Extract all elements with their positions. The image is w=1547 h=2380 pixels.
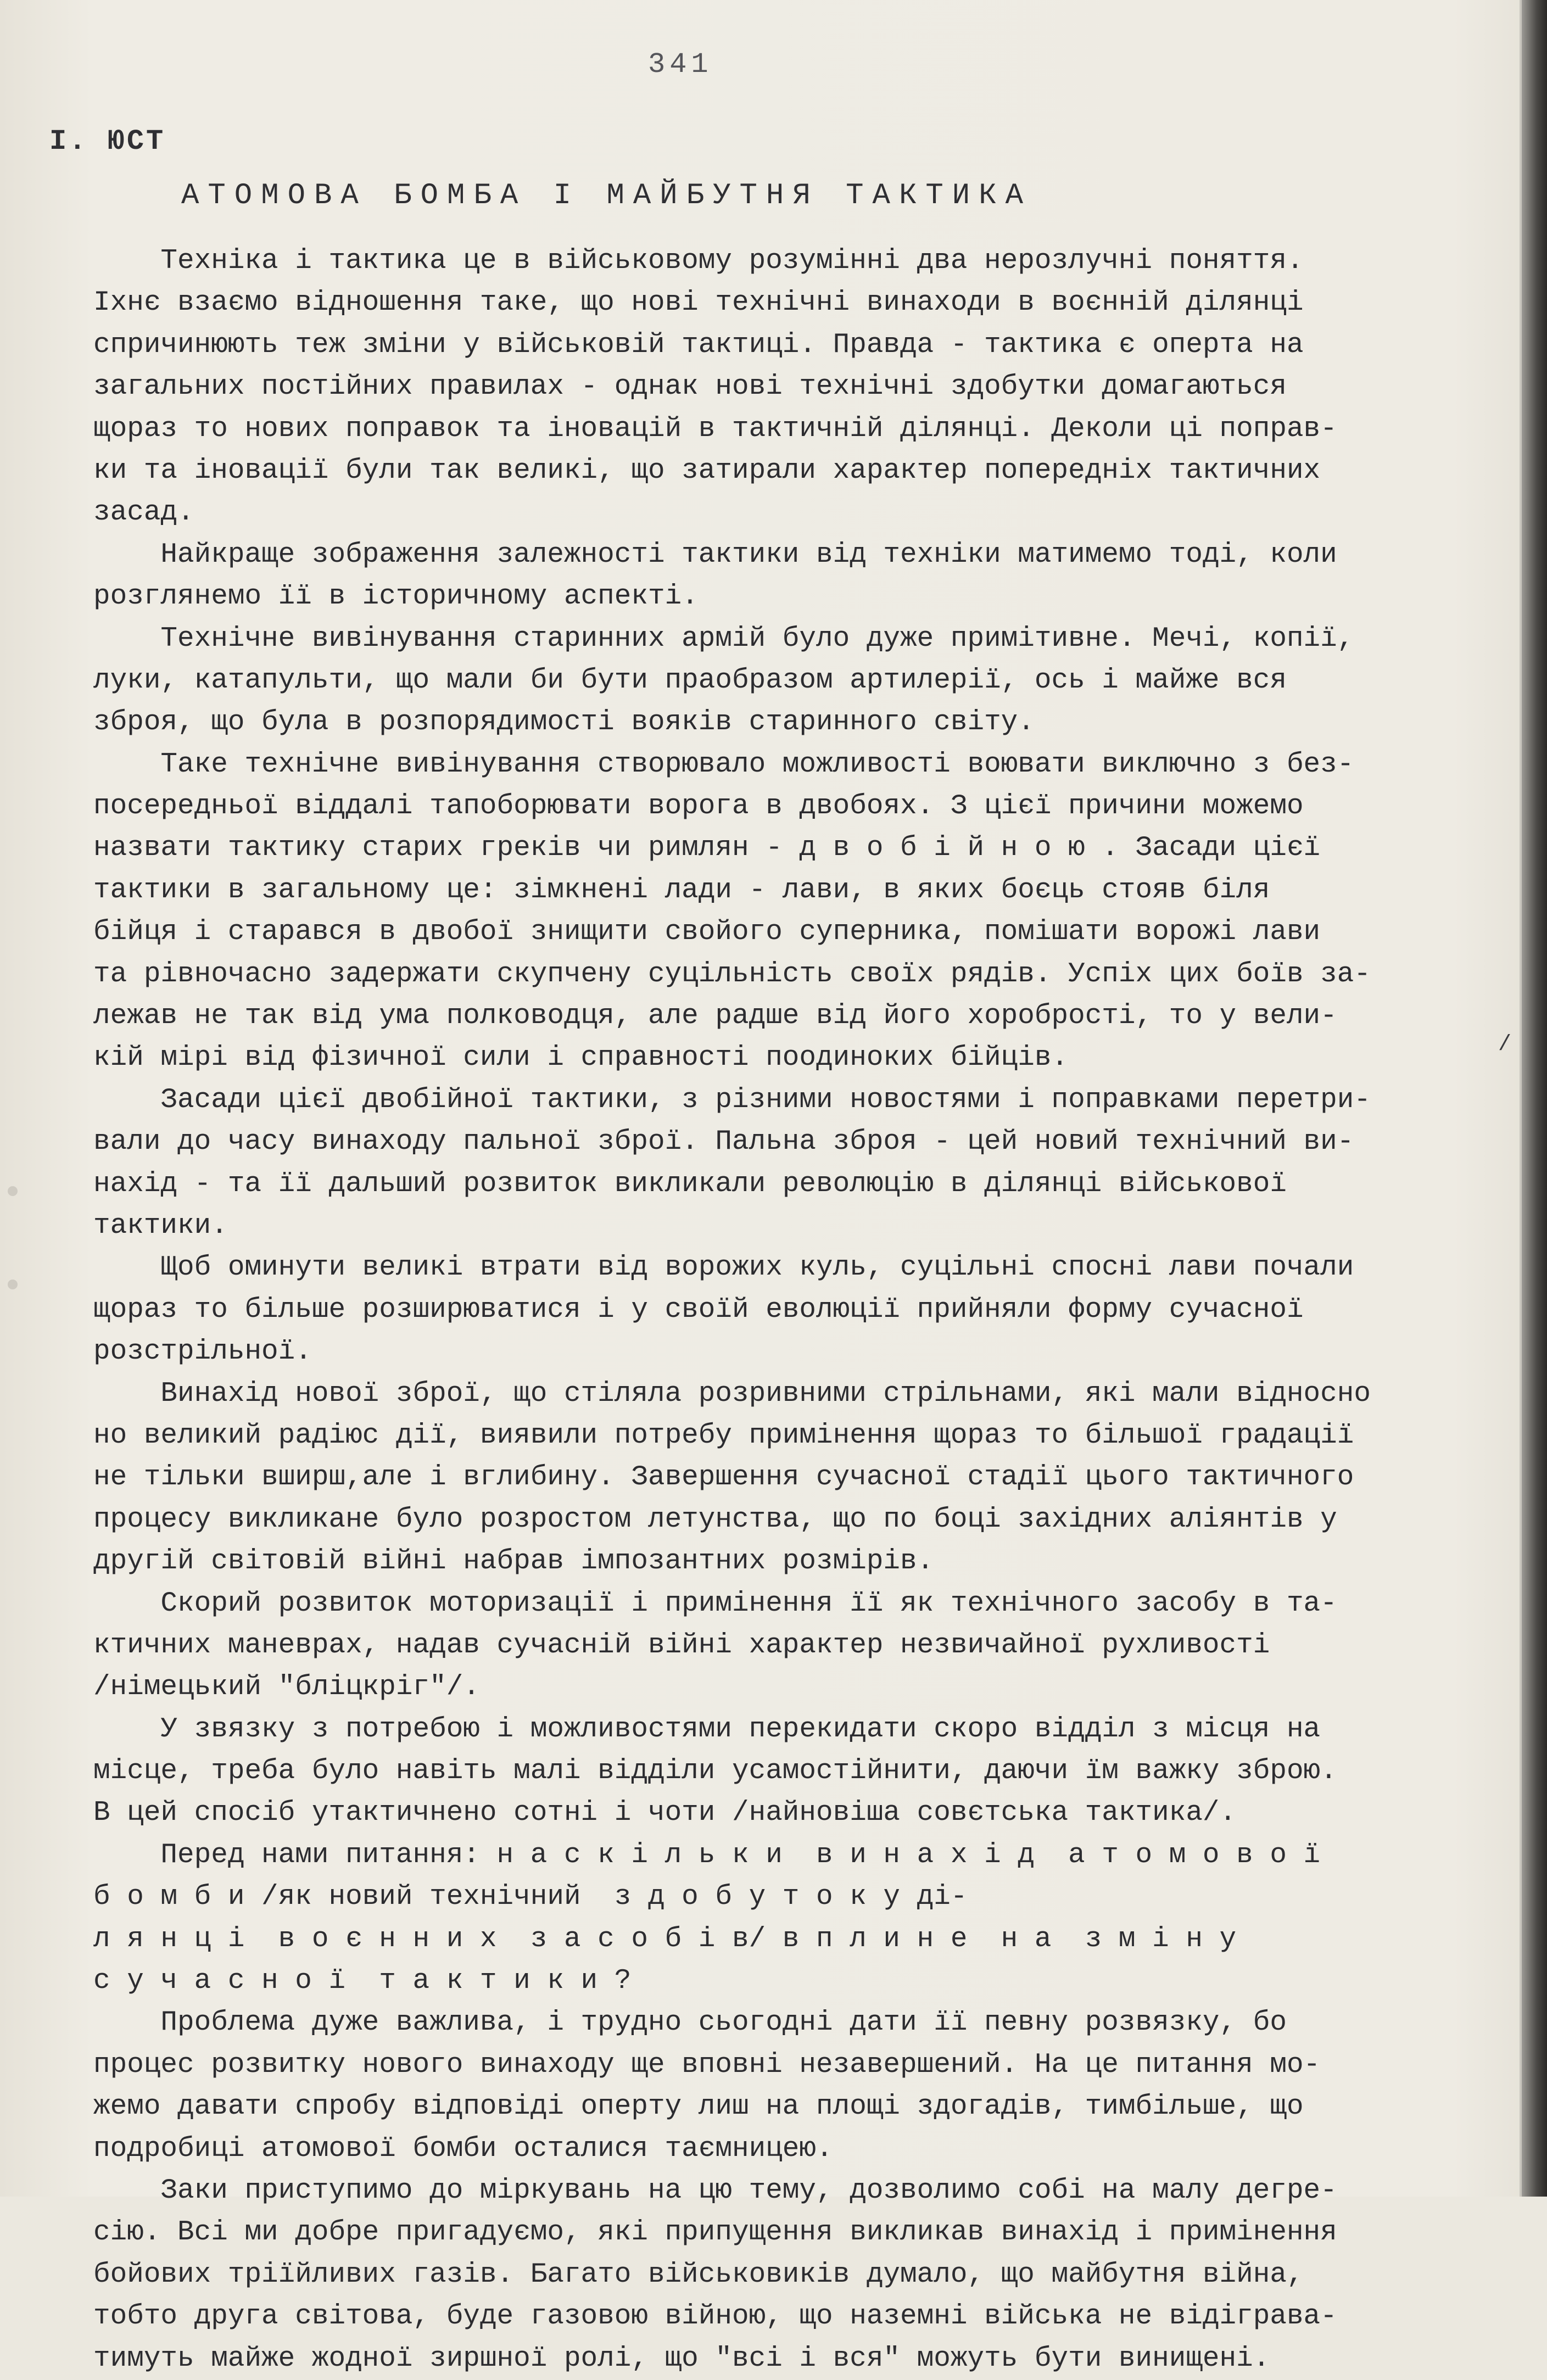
text-line: зброя, що була в розпорядимості вояків старинного світу.: [93, 707, 1035, 739]
text-line: назвати тактику старих греків чи римлян - д в о б і й н о ю . Засади цієї: [93, 833, 1321, 864]
text-line: не тільки вширш,але і вглибину. Завершення сучасної стадії цього тактичного: [93, 1462, 1354, 1494]
text-line: Перед нами питання: н а с к і л ь к и в и н а х і д а т о м о в о ї: [93, 1839, 1321, 1871]
text-line: В цей спосіб утактичнено сотні і чоти /найновіша совєтська тактика/.: [93, 1797, 1237, 1829]
text-line: тимуть майже жодної зиршної ролі, що "всі і вся" можуть бути винищені.: [93, 2343, 1270, 2375]
text-line: щораз то нових поправок та іновацій в тактичній ділянці. Деколи ці поправ-: [93, 413, 1337, 445]
text-line: /німецький "бліцкріг"/.: [93, 1672, 480, 1703]
margin-mark: /: [1498, 1032, 1512, 1057]
text-line: та рівночасно задержати скупчену суцільність своїх рядів. Успіх цих боїв за-: [93, 958, 1371, 990]
text-line: тактики в загальному це: зімкнені лади - лави, в яких боєць стояв біля: [93, 874, 1270, 906]
text-line: кій мірі від фізичної сили і справності поодиноких бійців.: [93, 1042, 1069, 1074]
page-title: АТОМОВА БОМБА І МАЙБУТНЯ ТАКТИКА: [181, 179, 1032, 213]
text-line: л я н ц і в о є н н и х з а с о б і в/ в п л и н е н а з м і н у: [93, 1923, 1237, 1955]
text-line: спричинюють теж зміни у військовій тактиці. Правда - тактика є оперта на: [93, 329, 1304, 361]
text-line: посередньої віддалі тапоборювати ворога в двобоях. З цієї причини можемо: [93, 791, 1304, 823]
page-number: 341: [648, 48, 713, 81]
text-line: лежав не так від ума полководця, але радше від його хоробрості, то у вели-: [93, 1001, 1337, 1032]
text-line: У звязку з потребою і можливостями перекидати скоро відділ з місця на: [93, 1713, 1321, 1745]
text-line: тактики.: [93, 1210, 228, 1242]
text-line: вали до часу винаходу пальної зброї. Пальна зброя - цей новий технічний ви-: [93, 1126, 1354, 1158]
text-line: Скорий розвиток моторизації і примінення її як технічного засобу в та-: [93, 1588, 1337, 1619]
text-line: б о м б и /як новий технічний з д о б у т о к у ді-: [93, 1881, 968, 1913]
document-body: [93, 241, 1521, 2380]
text-line: Таке технічне вивінування створювало можливості воювати виключно з без-: [93, 748, 1354, 780]
text-line: но великий радіюс дії, виявили потребу примінення щораз то більшої градації: [93, 1420, 1354, 1451]
page-edge-dark: [1522, 0, 1547, 2197]
text-line: Засади цієї двобійної тактики, з різними новостями і поправками перетри-: [93, 1084, 1371, 1116]
text-line: другій світовій війні набрав імпозантних розмірів.: [93, 1546, 934, 1578]
binder-hole: [8, 1186, 18, 1196]
text-line: подробиці атомової бомби осталися таємницею.: [93, 2133, 833, 2165]
text-line: Заки приступимо до міркувань на цю тему, дозволимо собі на малу дегре-: [93, 2175, 1337, 2206]
text-line: загальних постійних правилах - однак нові технічні здобутки домагаються: [93, 371, 1287, 403]
text-line: розглянемо її в історичному аспекті.: [93, 581, 699, 613]
text-line: Іхнє взаємо відношення таке, що нові технічні винаходи в воєнній ділянці: [93, 287, 1304, 319]
text-line: Найкраще зображення залежності тактики від техніки матимемо тоді, коли: [93, 539, 1337, 571]
text-line: процес розвитку нового винаходу ще вповні незавершений. На це питання мо-: [93, 2049, 1321, 2081]
text-line: нахід - та її дальший розвиток викликали революцію в ділянці військової: [93, 1168, 1287, 1200]
text-line: сію. Всі ми добре пригадуємо, які припущення викликав винахід і примінення: [93, 2217, 1337, 2249]
text-line: луки, катапульти, що мали би бути праобразом артилерії, ось і майже вся: [93, 664, 1287, 696]
text-line: Проблема дуже важлива, і трудно сьогодні дати її певну розвязку, бо: [93, 2007, 1287, 2039]
text-line: Техніка і тактика це в військовому розумінні два нерозлучні поняття.: [93, 245, 1304, 277]
text-line: місце, треба було навіть малі відділи усамостійнити, даючи їм важку зброю.: [93, 1756, 1337, 1787]
binder-hole: [8, 1280, 18, 1289]
text-line: тобто друга світова, буде газовою війною, що наземні війська не відіграва-: [93, 2301, 1337, 2333]
text-line: засад.: [93, 497, 194, 529]
text-line: с у ч а с н о ї т а к т и к и ?: [93, 1965, 632, 1997]
text-line: Винахід нової зброї, що стіляла розривними стрільнами, які мали відносно: [93, 1378, 1371, 1410]
text-line: ки та іновації були так великі, що затирали характер попередніх тактичних: [93, 455, 1321, 487]
text-line: ктичних маневрах, надав сучасній війні характер незвичайної рухливості: [93, 1629, 1270, 1661]
text-line: процесу викликане було розростом летунства, що по боці західних аліянтів у: [93, 1504, 1337, 1535]
text-line: жемо давати спробу відповіді оперту лиш на площі здогадів, тимбільше, що: [93, 2091, 1304, 2123]
header-mark: I. ЮСТ: [49, 125, 166, 158]
text-line: Технічне вивінування старинних армій було дуже примітивне. Мечі, копії,: [93, 623, 1354, 655]
text-line: бойових тріїйливих газів. Багато військовиків думало, що майбутня війна,: [93, 2259, 1304, 2290]
text-line: розстрільної.: [93, 1336, 312, 1368]
text-line: бійця і старався в двобої знищити свойого суперника, помішати ворожі лави: [93, 917, 1321, 948]
text-line: Щоб оминути великі втрати від ворожих куль, суцільні спосні лави почали: [93, 1252, 1354, 1284]
text-line: щораз то більше розширюватися і у своїй еволюції прийняли форму сучасної: [93, 1294, 1304, 1326]
